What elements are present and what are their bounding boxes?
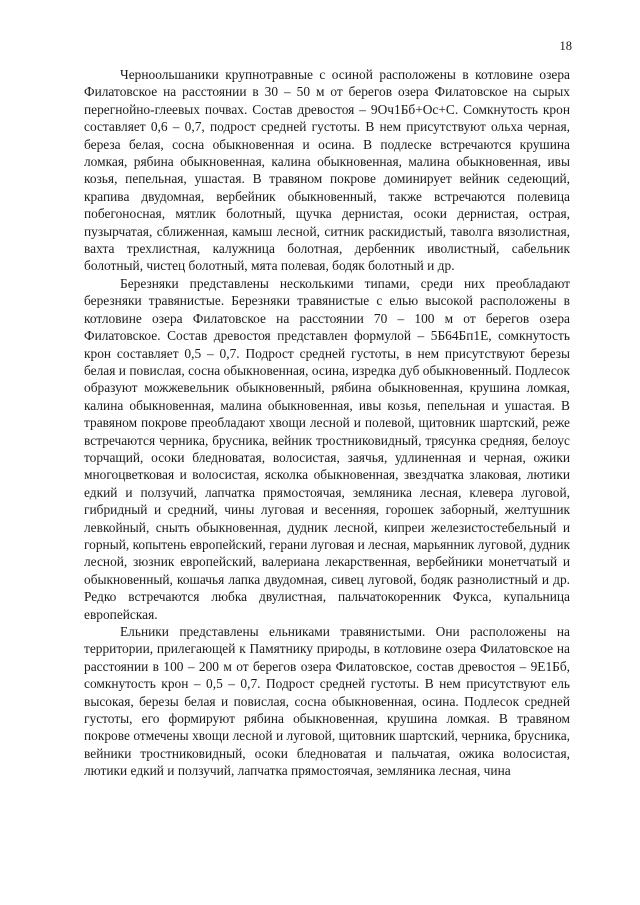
paragraph-birch-forests: Березняки представлены несколькими типами, среди них преобладают березняки травянистые. Березняки травянистые с елью высокой расположены в котловине озера Филатовское на расстоянии 70 – 100 м от берегов озера Филатовское. Состав древостоя представлен формулой – 5Б64Бп1Е, сомкнутость крон составляет 0,5 – 0,7. Подрост средней густоты, в нем присутствуют березы белая и повислая, сосна обыкновенная, осина, изредка дуб обыкновенный. Подлесок образуют можжевельник обыкновенный, рябина обыкновенная, крушина ломкая, калина обыкновенная, малина обыкновенная, ивы козья, пепельная и ушастая. В травяном покрове преобладают хвощи лесной и полевой, щитовник шартский, реже встречаются черника, брусника, вейник тростниковидный, трясунка средняя, белоус торчащий, осоки бледноватая, волосистая, заячья, удлиненная и черная, ожики многоцветковая и волосистая, ясколка обыкновенная, звездчатка злаковая, лютики едкий и ползучий, лапчатка прямостоячая, земляника лесная, клевера луговой, гибридный и средний, чины луговая и весенняя, горошек заборный, желтушник левкойный, сныть обыкновенная, дудник лесной, кипреи железистостебельный и горный, копытень европейский, герани луговая и лесная, марьянник луговой, дудник лесной, зюзник европейский, валериана лекарственная, вербейники монетчатый и обыкновенный, кошачья лапка двудомная, сивец луговой, бодяк разнолистный и др. Редко встречаются любка двулистная, пальчатокоренник Фукса, купальница европейская. (84, 275, 570, 622)
paragraph-spruce-forests: Ельники представлены ельниками травянистыми. Они расположены на территории, прилегающей к Памятнику природы, в котловине озера Филатовское на расстоянии в 100 – 200 м от берегов озера Филатовское, состав древостоя – 9Е1Бб, сомкнутость крон – 0,5 – 0,7. Подрост средней густоты. В нем присутствуют ель высокая, березы белая и повислая, сосна обыкновенная, осина. Подлесок средней густоты, его формируют рябина обыкновенная, крушина ломкая. В травяном покрове отмечены хвощи лесной и луговой, щитовник шартский, черника, брусника, вейники тростниковидный, осоки бледноватая и пальчатая, ожика волосистая, лютики едкий и ползучий, лапчатка прямостоячая, земляника лесная, чина (84, 624, 570, 779)
page-number: 18 (559, 39, 572, 53)
paragraph-black-alder-forests: Черноольшаники крупнотравные с осиной расположены в котловине озера Филатовское на расстоянии в 30 – 50 м от берегов озера Филатовское на сырых перегнойно-глеевых почвах. Состав древостоя – 9Оч1Бб+Ос+С. Сомкнутость крон составляет 0,6 – 0,7, подрост средней густоты. В нем присутствуют ольха черная, береза белая, сосна обыкновенная и осина. В подлеске встречаются крушина ломкая, рябина обыкновенная, калина обыкновенная, малина обыкновенная, ивы козья, пепельная, ушастая. В травяном покрове доминирует вейник седеющий, крапива двудомная, вербейник обыкновенный, также встречаются полевица побегоносная, мятлик болотный, щучка дернистая, осоки дернистая, острая, пузырчатая, сближенная, камыш лесной, ситник раскидистый, таволга вязолистная, вахта трехлистная, калужница болотная, дербенник иволистный, сабельник болотный, чистец болотный, мята полевая, бодяк болотный и др. (84, 67, 570, 274)
body-text (84, 66, 570, 780)
